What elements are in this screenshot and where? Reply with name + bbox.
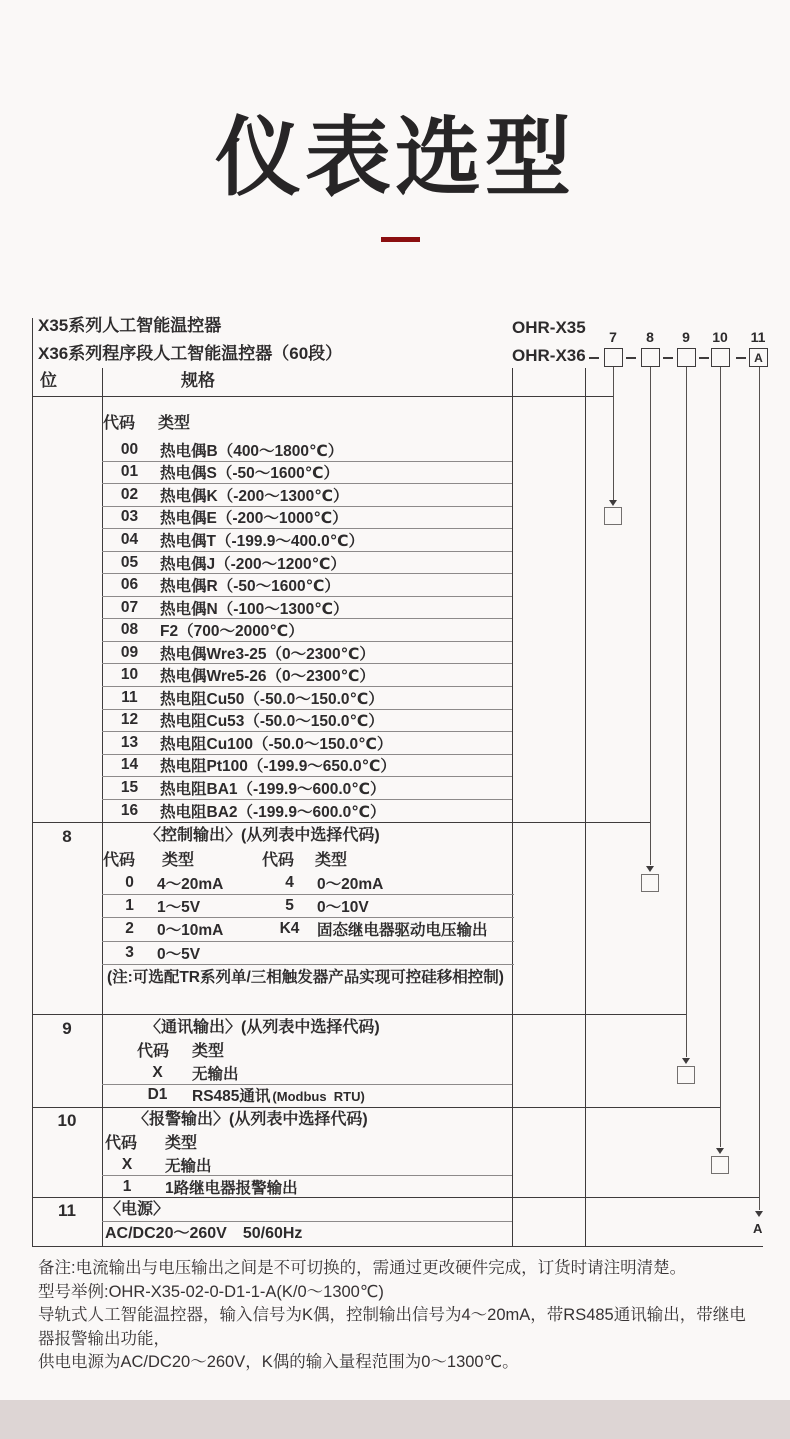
row-code: D1 (147, 1086, 168, 1104)
row-code: 2 (125, 920, 134, 938)
table-divider-col3 (585, 368, 586, 1247)
row-code: 15 (120, 778, 139, 796)
section10-title: 〈报警输出〉(从列表中选择代码) (133, 1111, 368, 1128)
series-name-x36: X36系列程序段人工智能温控器（60段） (38, 344, 343, 363)
section9-top-rule (32, 1014, 686, 1015)
table-row (102, 1154, 512, 1176)
table-row (102, 619, 512, 642)
row-type: 热电偶T（-199.9～400.0℃） (160, 532, 364, 550)
row-code: 13 (120, 733, 139, 751)
table-row (102, 462, 512, 485)
table-header-rule (32, 396, 613, 397)
row-type: 固态继电器驱动电压输出 (317, 922, 488, 940)
col-header-position: 位 (40, 371, 57, 390)
comm-type-header: 类型 (192, 1043, 225, 1060)
table-row (102, 507, 512, 530)
table-row (102, 777, 512, 800)
comm-output-table (102, 1063, 512, 1106)
section8-title: 〈控制输出〉(从列表中选择代码) (145, 827, 380, 844)
table-row (102, 574, 512, 597)
row-code: 02 (120, 485, 139, 503)
table-row (102, 755, 512, 778)
row-code: K4 (279, 920, 300, 938)
section11-divider (102, 1221, 512, 1222)
table-row (102, 918, 514, 941)
table-row (102, 800, 512, 823)
footer-band (0, 1400, 790, 1439)
row-code: 04 (120, 530, 139, 548)
position-digit-9: 9 (682, 329, 690, 345)
connector-line-11 (759, 367, 760, 1210)
row-type (185, 1062, 512, 1084)
arrow-down-icon (716, 1148, 724, 1154)
table-row (102, 710, 512, 733)
row-code: 16 (120, 802, 139, 820)
remark-note: 备注:电流输出与电压输出之间是不可切换的，需通过更改硬件完成，订货时请注明清楚。 (38, 1259, 687, 1277)
target-box-8 (641, 874, 659, 892)
notes-block (38, 1257, 762, 1375)
section8-position: 8 (62, 827, 72, 846)
row-code: 14 (120, 756, 139, 774)
row-type: 热电偶R（-50～1600℃） (160, 578, 340, 596)
row-type-main: 无输出 (192, 1066, 239, 1084)
format-dash (589, 357, 599, 359)
section11-position: 11 (58, 1201, 76, 1220)
format-box-9 (677, 348, 696, 367)
connector-line-8 (650, 367, 651, 865)
table-row (102, 439, 512, 462)
table-row (102, 552, 512, 575)
row-code: X (152, 1064, 163, 1082)
row-type: 热电偶S（-50～1600℃） (160, 465, 339, 483)
format-box-8 (641, 348, 660, 367)
comm-code-header: 代码 (137, 1043, 170, 1060)
connector-line-9 (686, 367, 687, 1057)
row-type: 热电偶J（-200～1200℃） (160, 555, 346, 573)
row-type: 0～20mA (317, 876, 384, 894)
section9-title: 〈通讯输出〉(从列表中选择代码) (145, 1019, 380, 1036)
alarm-type-header: 类型 (165, 1135, 198, 1152)
table-row (102, 1176, 512, 1198)
row-code: 06 (120, 576, 139, 594)
series-name-x35: X35系列人工智能温控器 (38, 316, 222, 335)
row-type (185, 1084, 512, 1106)
table-row (102, 687, 512, 710)
row-type-suffix (239, 1067, 241, 1082)
row-code: 0 (125, 874, 134, 892)
format-dash (736, 357, 746, 359)
row-type: 0～10mA (157, 922, 224, 940)
control-code-header-2: 代码 (262, 852, 295, 869)
row-type: 热电偶Wre5-26（0～2300℃） (160, 668, 375, 686)
row-type: 热电阻Cu100（-50.0～150.0℃） (160, 735, 393, 753)
table-row (102, 664, 512, 687)
connector-line-7 (613, 367, 614, 500)
model-example: 型号举例:OHR-X35-02-0-D1-1-A(K/0～1300℃) (38, 1282, 384, 1301)
alarm-code-header: 代码 (105, 1135, 138, 1152)
row-code: 05 (120, 553, 139, 571)
table-row (102, 732, 512, 755)
control-output-table (102, 872, 514, 965)
arrow-down-icon (646, 866, 654, 872)
table-row (102, 895, 514, 918)
col-header-spec: 规格 (181, 371, 215, 390)
model-code-x35: OHR-X35 (512, 318, 586, 337)
position-digit-10: 10 (712, 329, 728, 345)
row-type: 热电阻Cu53（-50.0～150.0℃） (160, 713, 384, 731)
table-row (102, 529, 512, 552)
row-type: 热电偶K（-200～1300℃） (160, 487, 349, 505)
table-row (102, 872, 514, 895)
row-code: 09 (120, 643, 139, 661)
format-box-10 (711, 348, 730, 367)
power-value: AC/DC20～260V 50/60Hz (105, 1225, 303, 1242)
row-type: 1～5V (157, 899, 201, 917)
row-code: 00 (120, 440, 139, 458)
target-box-10 (711, 1156, 729, 1174)
row-type: 热电阻Cu50（-50.0～150.0℃） (160, 690, 384, 708)
row-code: 07 (120, 598, 139, 616)
arrow-down-icon (682, 1058, 690, 1064)
table-row (102, 484, 512, 507)
title-underline (381, 237, 420, 242)
row-type: 热电偶E（-200～1000℃） (160, 510, 348, 528)
row-code: 08 (120, 621, 139, 639)
row-type-main: RS485通讯 (192, 1088, 271, 1106)
row-type: 无输出 (165, 1157, 212, 1175)
section11-title: 〈电源〉 (105, 1201, 170, 1218)
alarm-output-table (102, 1154, 512, 1198)
format-dash (663, 357, 673, 359)
row-code: 10 (120, 666, 139, 684)
row-code: X (121, 1155, 133, 1173)
row-type: 热电偶N（-100～1300℃） (160, 600, 349, 618)
format-box-7 (604, 348, 623, 367)
row-type: 热电阻Pt100（-199.9～650.0℃） (160, 758, 396, 776)
input-code-table (102, 439, 512, 822)
format-dash (626, 357, 636, 359)
position-digit-8: 8 (646, 329, 654, 345)
table-row (102, 1063, 512, 1085)
position-digit-11: 11 (750, 329, 766, 345)
table-row (102, 942, 514, 965)
row-type: 1路继电器报警输出 (165, 1180, 298, 1197)
row-type-suffix: (Modbus RTU) (272, 1089, 365, 1105)
row-type: 热电阻BA1（-199.9～600.0℃） (160, 780, 386, 798)
section10-top-rule (32, 1107, 720, 1108)
arrow-down-icon (755, 1211, 763, 1217)
row-code: 03 (120, 508, 139, 526)
row-code: 4 (285, 874, 294, 892)
row-code: 3 (125, 943, 134, 961)
table-row (102, 642, 512, 665)
control-type-header-1: 类型 (162, 852, 195, 869)
row-code: 5 (285, 897, 294, 915)
format-dash (699, 357, 709, 359)
model-code-x36: OHR-X36 (512, 346, 586, 365)
example-description-2: 供电电源为AC/DC20～260V，K偶的输入量程范围为0～1300℃。 (38, 1353, 519, 1371)
row-type: 0～5V (157, 945, 201, 963)
target-box-9 (677, 1066, 695, 1084)
row-code: 1 (125, 897, 134, 915)
page-title: 仪表选型 (215, 110, 575, 206)
row-type: 热电偶Wre3-25（0～2300℃） (160, 645, 375, 663)
format-box-11-fixed: A (749, 348, 768, 367)
row-code: 01 (120, 463, 139, 481)
control-type-header-2: 类型 (315, 852, 348, 869)
fixed-suffix-a: A (753, 1221, 763, 1236)
row-type: F2（700～2000℃） (160, 623, 304, 641)
target-box-7 (604, 507, 622, 525)
control-code-header-1: 代码 (103, 852, 136, 869)
table-bottom-rule (32, 1246, 763, 1247)
table-row (102, 597, 512, 620)
input-type-header: 类型 (158, 415, 191, 432)
row-code: 11 (121, 688, 138, 706)
table-row (102, 1085, 512, 1107)
section9-position: 9 (62, 1019, 72, 1038)
connector-line-10 (720, 367, 721, 1147)
position-digit-7: 7 (609, 329, 617, 345)
section10-position: 10 (57, 1111, 77, 1130)
example-description-1: 导轨式人工智能温控器，输入信号为K偶，控制输出信号为4～20mA，带RS485通讯输出，带继电器报警输出功能， (38, 1306, 746, 1348)
section8-note: (注:可选配TR系列单/三相触发器产品实现可控硅移相控制) (107, 969, 504, 986)
row-type: 0～10V (317, 899, 369, 917)
arrow-down-icon (609, 500, 617, 506)
row-type: 热电偶B（400～1800℃） (160, 442, 344, 460)
row-code: 1 (122, 1178, 132, 1195)
row-code: 12 (120, 711, 139, 729)
row-type: 热电阻BA2（-199.9～600.0℃） (160, 804, 386, 822)
table-divider-col2 (512, 368, 513, 1247)
row-type: 4～20mA (157, 876, 224, 894)
input-code-header: 代码 (103, 415, 136, 432)
